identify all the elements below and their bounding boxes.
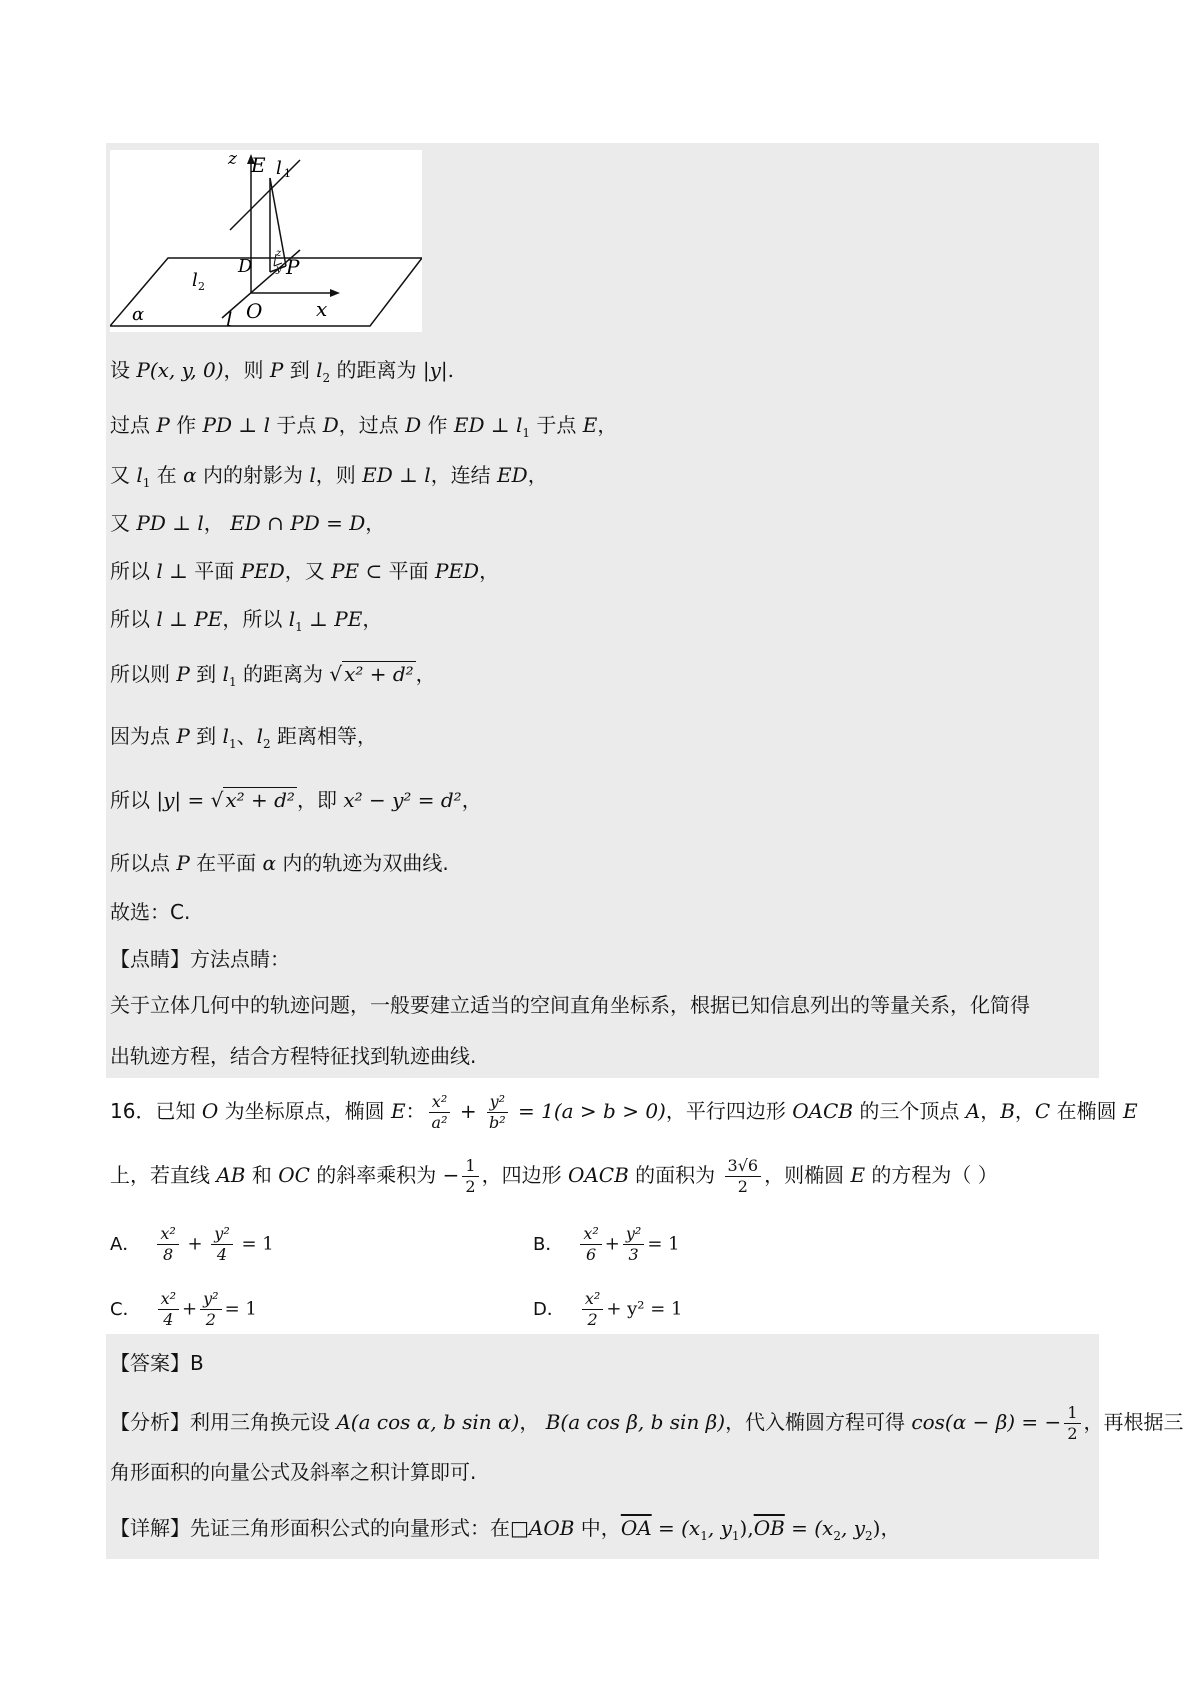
fraction-y2-b2: $\frac{\text{y²}}{\text{b²}}$ bbox=[486, 1092, 509, 1133]
vector-OA: $\overline{OA}$ bbox=[620, 1516, 652, 1540]
tip-line-2: 出轨迹方程，结合方程特征找到轨迹曲线. bbox=[110, 1044, 477, 1068]
solution-line-10: 所以点 P 在平面 α 内的轨迹为双曲线. bbox=[110, 851, 449, 875]
label-x: x bbox=[316, 297, 328, 321]
label-l1-sub: 1 bbox=[284, 167, 291, 180]
solution-line-9: 所以 |y| = √ x² + d² ，即 x² − y² = d²， bbox=[110, 788, 482, 812]
label-l2-sub: 2 bbox=[198, 280, 205, 293]
geometry-figure bbox=[110, 150, 422, 332]
x-axis-arrow bbox=[330, 289, 340, 297]
solution-line-6: 所以 l ⊥ PE，所以 $l_1$ ⊥ PE， bbox=[110, 607, 383, 634]
label-P: P bbox=[286, 255, 300, 279]
analysis-line-2: 角形面积的向量公式及斜率之积计算即可. bbox=[110, 1460, 477, 1484]
label-l: l bbox=[226, 307, 233, 331]
question-16-line-2: 上，若直线 AB 和 OC 的斜率乘积为 − $\frac{1}{2}$ ，四边形 OACB 的面积为 $\frac{3√6}{2}$ ，则椭圆 E 的方程为（ ） bbox=[110, 1156, 998, 1196]
vector-OB: $\overline{OB}$ bbox=[753, 1516, 785, 1540]
solution-line-7: 所以则 P 到 $l_1$ 的距离为 √ x² + d² ， bbox=[110, 662, 436, 689]
label-D: D bbox=[238, 256, 253, 277]
label-O: O bbox=[246, 299, 263, 323]
solution-line-8: 因为点 P 到 $l_1$、$l_2$ 距离相等， bbox=[110, 724, 377, 751]
solution-line-2: 过点 P 作 PD ⊥ l 于点 D，过点 D 作 ED ⊥ $l_1$ 于点 E， bbox=[110, 413, 618, 440]
option-d[interactable]: D． $\frac{\text{x²}}{2}$ + y² = 1 bbox=[533, 1289, 683, 1329]
label-small-y: y bbox=[276, 264, 282, 275]
tip-heading: 【点睛】方法点睛： bbox=[110, 947, 290, 971]
label-z: z bbox=[228, 150, 237, 169]
answer-line: 【答案】B bbox=[110, 1351, 204, 1375]
solution-line-5: 所以 l ⊥ 平面 PED，又 PE ⊂ 平面 PED， bbox=[110, 559, 500, 583]
fraction-cos-half: $\frac{1}{2}$ bbox=[1064, 1403, 1080, 1444]
analysis-line-1: 【分析】利用三角换元设 A(a cos α, b sin α)， B(a cos β, b sin β)，代入椭圆方程可得 cos(α − β) = − $\frac{1}{2}$ ，再根据三 bbox=[110, 1403, 1184, 1443]
solution-line-3: 又 $l_1$ 在 α 内的射影为 l，则 ED ⊥ l，连结 ED， bbox=[110, 463, 548, 490]
label-small-z: z bbox=[276, 248, 282, 259]
geometry-diagram bbox=[110, 150, 422, 332]
label-l1: l bbox=[276, 158, 282, 179]
fraction-area: $\frac{3√6}{2}$ bbox=[725, 1156, 762, 1197]
solution-line-1: 设 P(x, y, 0)，则 P 到 $l_2$ 的距离为 |y|. bbox=[110, 358, 454, 385]
solution-line-4: 又 PD ⊥ l， ED ∩ PD = D， bbox=[110, 511, 386, 535]
tip-line-1: 关于立体几何中的轨迹问题，一般要建立适当的空间直角坐标系，根据已知信息列出的等量关系，化简得 bbox=[110, 993, 1030, 1017]
option-c[interactable]: C． $\frac{\text{x²}}{4}$ + $\frac{\text{y²}}{2}$ = 1 bbox=[110, 1289, 257, 1329]
plane-alpha bbox=[110, 258, 422, 326]
label-E: E bbox=[251, 153, 266, 177]
fraction-x2-a2: $\frac{\text{x²}}{\text{a²}}$ bbox=[429, 1092, 451, 1133]
detail-line-1: 【详解】先证三角形面积公式的向量形式：在□AOB 中，$\overline{OA} = (x_1$, $y_1),\overline{OB} = (x_2$, $y_2$)， bbox=[110, 1516, 901, 1543]
fraction-one-half: $\frac{1}{2}$ bbox=[462, 1156, 478, 1197]
option-a[interactable]: A． $\frac{\text{x²}}{8}$ + $\frac{\text{y²}}{4}$ = 1 bbox=[110, 1224, 274, 1264]
question-16-line-1: 16．已知 O 为坐标原点，椭圆 E： $\frac{\text{x²}}{\text{a²}}$ + $\frac{\text{y²}}{\text{b²}}$ = 1(a > b > 0)，平行四边形 OACB 的三个顶点 A，B，C 在椭圆 E bbox=[110, 1092, 1138, 1132]
label-l2: l bbox=[192, 270, 198, 291]
solution-line-11: 故选：C. bbox=[110, 900, 191, 924]
option-b[interactable]: B． $\frac{\text{x²}}{6}$ + $\frac{\text{y²}}{3}$ = 1 bbox=[533, 1224, 680, 1264]
label-alpha: α bbox=[132, 304, 145, 325]
